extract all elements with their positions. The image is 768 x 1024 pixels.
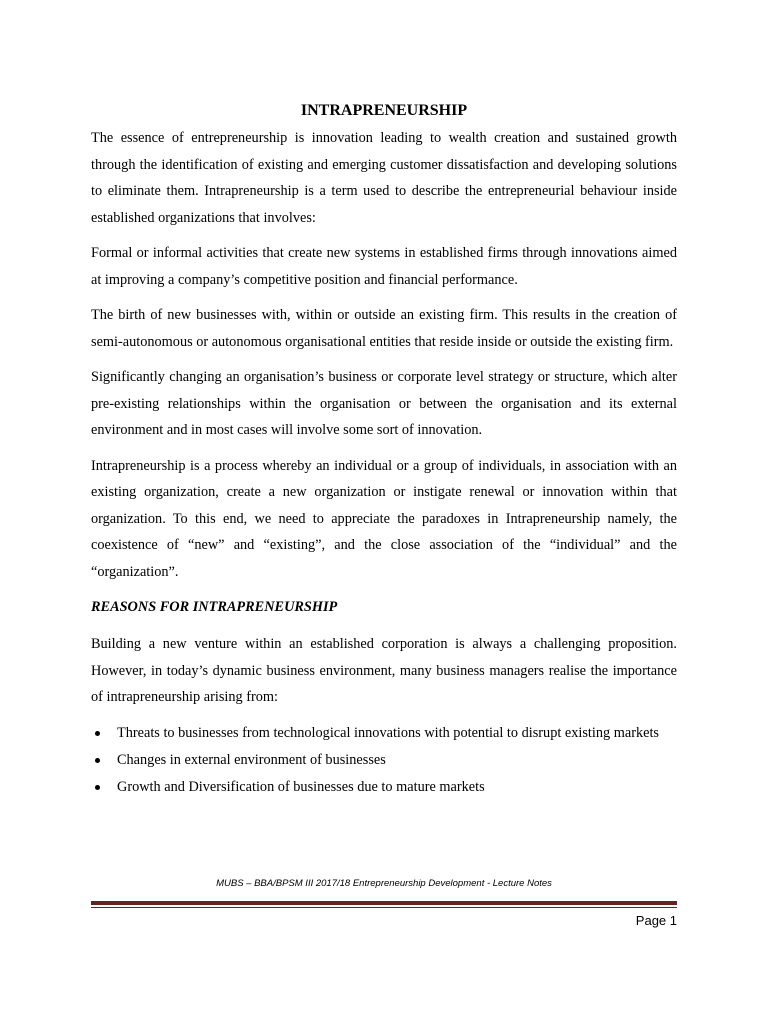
reasons-list <box>91 720 677 801</box>
paragraph-essence: The essence of entrepreneurship is innovation leading to wealth creation and sustained growth through the identification of existing and emerging customer dissatisfaction and developing solutions to eliminate them. Intrapreneurship is a term used to describe the entrepreneurial behaviour inside established organizations that involves: <box>91 130 677 226</box>
paragraph-process-definition: Intrapreneurship is a process whereby an individual or a group of individuals, in association with an existing organization, create a new organization or instigate renewal or innovation within that organization. To this end, we need to appreciate the paradoxes in Intrapreneurship namely, the coexistence of “new” and “existing”, and the close association of the “individual” and the “organization”. <box>91 457 677 580</box>
list-item-text: Changes in external environment of businesses <box>117 751 386 768</box>
paragraph-birth-of-businesses: The birth of new businesses with, within or outside an existing firm. This results in the creation of semi-autonomous or autonomous organisational entities that reside inside or outside the existing firm. <box>91 307 677 350</box>
paragraph-formal-activities: Formal or informal activities that create new systems in established firms through innovations aimed at improving a company’s competitive position and financial performance. <box>91 245 677 288</box>
footer-rule-thin <box>91 907 677 908</box>
paragraph-building-venture: Building a new venture within an established corporation is always a challenging proposition. However, in today’s dynamic business environment, many business managers realise the importance of intrapreneurship arising from: <box>91 636 677 705</box>
list-item-text: Threats to businesses from technological innovations with potential to disrupt existing markets <box>117 724 659 741</box>
list-item <box>91 720 677 747</box>
page-content <box>91 100 677 801</box>
bullet-icon <box>95 758 100 763</box>
page-title: INTRAPRENEURSHIP <box>300 102 468 119</box>
bullet-icon <box>95 731 100 736</box>
section-heading-reasons: REASONS FOR INTRAPRENEURSHIP <box>91 599 338 615</box>
page-number: Page 1 <box>635 913 677 928</box>
list-item <box>91 774 677 801</box>
list-item-text: Growth and Diversification of businesses due to mature markets <box>117 778 485 795</box>
footer-note: MUBS – BBA/BPSM III 2017/18 Entrepreneurship Development - Lecture Notes <box>216 878 552 889</box>
paragraph-significant-change: Significantly changing an organisation’s business or corporate level strategy or structure, which alter pre-existing relationships within the organisation or between the organisation and its external environment and in most cases will involve some sort of innovation. <box>91 369 677 438</box>
bullet-icon <box>95 785 100 790</box>
list-item <box>91 747 677 774</box>
footer-rule-thick <box>91 901 677 905</box>
